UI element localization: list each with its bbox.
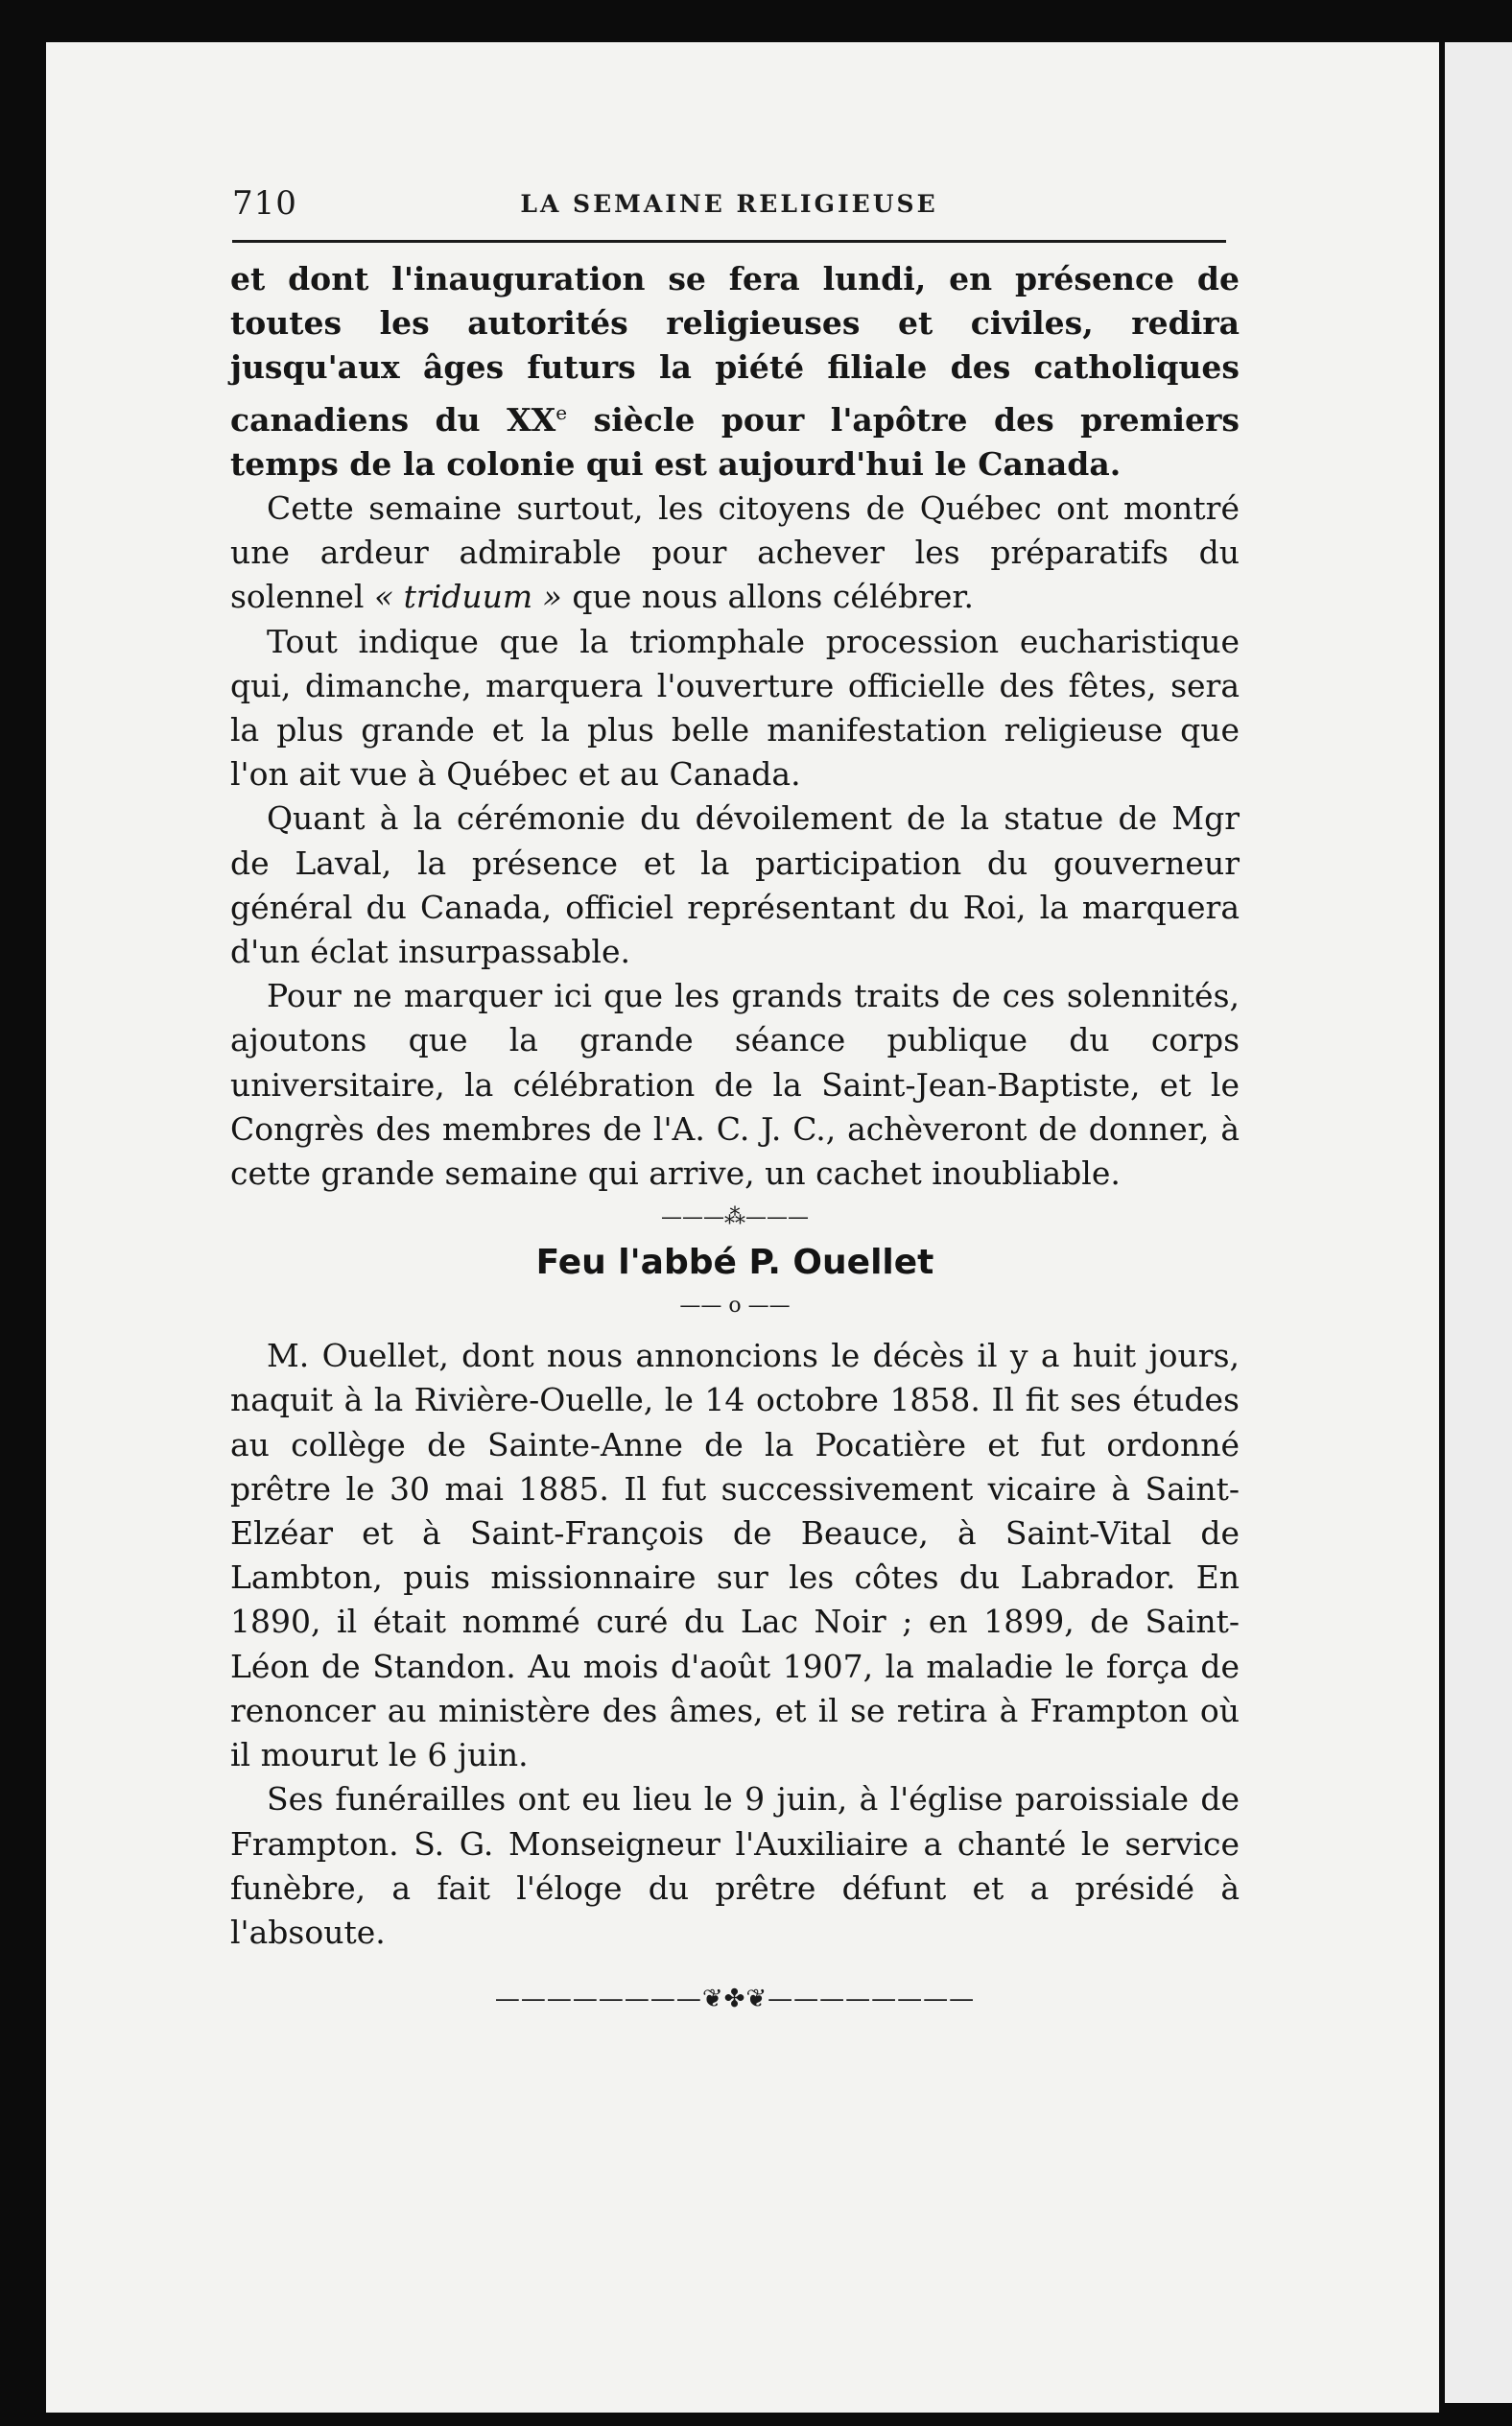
- article-body: [230, 257, 1240, 2018]
- paragraph-1-rest: siècle pour l'apôtre des premiers temps de la colonie qui est aujourd'hui le Canada.: [230, 400, 1240, 483]
- adjacent-page-edge: [1445, 42, 1512, 2403]
- paragraph-3: Tout indique que la triomphale procession eucharistique qui, dimanche, marquera l'ouverture officielle des fêtes, sera la plus grande et la plus belle manifestation religieuse que l'on ait vue à Québec et au Canada.: [230, 622, 1240, 794]
- obituary-paragraph-2: Ses funérailles ont eu lieu le 9 juin, à l'église paroissiale de Frampton. S. G. Monseigneur l'Auxiliaire a chanté le service funèbre, a fait l'éloge du prêtre défunt et a présidé à l'absoute.: [230, 1780, 1240, 1951]
- running-head: [232, 184, 1226, 238]
- heading-separator: —— o ——: [679, 1294, 791, 1319]
- paragraph-2-italic: « triduum »: [373, 578, 562, 616]
- paragraph-2: [230, 487, 1240, 620]
- page-number: 710: [232, 184, 297, 223]
- end-ornament: ————————❦✤❦————————: [494, 1985, 976, 2014]
- paragraph-2-after: que nous allons célébrer.: [561, 578, 975, 616]
- paragraph-1-lead: et dont l'inauguration se fera lundi, en présence de toutes les autorités religieuses et civiles, redira jusqu'aux âges futurs la piété filiale des catholiques canadiens du XX: [230, 260, 1240, 439]
- obituary-paragraph-1: M. Ouellet, dont nous annoncions le décès il y a huit jours, naquit à la Rivière-Ouelle, le 14 octobre 1858. Il fit ses études au collège de Sainte-Anne de la Pocatière et fut ordonné prêtre le 30 mai 1885. Il fut successivement vicaire à Saint-Elzéar et à Saint-François de Beauce, à Saint-Vital de Lambton, puis missionnaire sur les côtes du Labrador. En 1890, il était nommé curé du Lac Noir ; en 1899, de Saint-Léon de Standon. Au mois d'août 1907, la maladie le força de renoncer au ministère des âmes, et il se retira à Frampton où il mourut le 6 juin.: [230, 1337, 1240, 1774]
- section-ornament: ———⁂———: [661, 1205, 809, 1230]
- header-rule: [232, 240, 1226, 243]
- obituary-heading: Feu l'abbé P. Ouellet: [535, 1243, 934, 1283]
- paragraph-2-before: Cette semaine surtout, les citoyens de Québec ont montré une ardeur admirable pour achever les préparatifs du solennel: [230, 489, 1240, 616]
- journal-title: LA SEMAINE RELIGIEUSE: [520, 190, 938, 218]
- paragraph-1: [230, 257, 1240, 487]
- paragraph-4: Quant à la cérémonie du dévoilement de la statue de Mgr de Laval, la présence et la participation du gouverneur général du Canada, officiel représentant du Roi, la marquera d'un éclat insurpassable.: [230, 799, 1240, 971]
- paragraph-5: Pour ne marquer ici que les grands traits de ces solennités, ajoutons que la grande séance publique du corps universitaire, la célébration de la Saint-Jean-Baptiste, et le Congrès des membres de l'A. C. J. C., achèveront de donner, à cette grande semaine qui arrive, un cachet inoubliable.: [230, 977, 1240, 1193]
- century-superscript: e: [555, 400, 568, 424]
